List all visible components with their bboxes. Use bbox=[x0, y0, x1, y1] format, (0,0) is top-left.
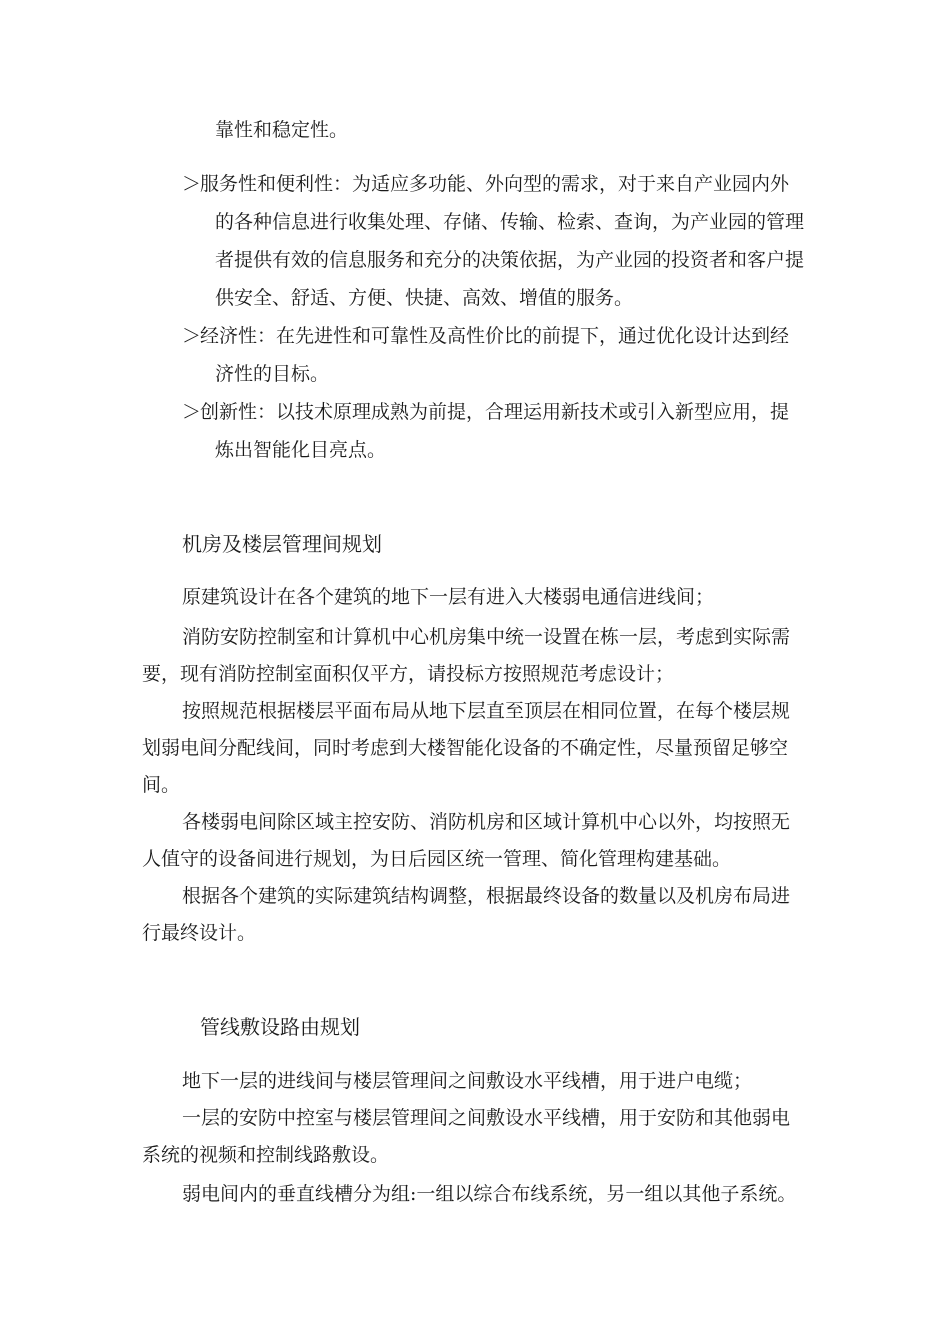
paragraph-line: 人值守的设备间进行规划，为日后园区统一管理、简化管理构建基础。 bbox=[142, 848, 732, 870]
bullet-marker: ＞ bbox=[182, 325, 202, 347]
section-heading: 管线敷设路由规划 bbox=[200, 1015, 360, 1039]
bullet-text-line: 服务性和便利性：为适应多功能、外向型的需求，对于来自产业园内外 bbox=[200, 173, 790, 195]
paragraph-line: 划弱电间分配线间，同时考虑到大楼智能化设备的不确定性，尽量预留足够空 bbox=[142, 737, 789, 759]
continuation-line: 靠性和稳定性。 bbox=[215, 119, 349, 141]
paragraph-line: 要，现有消防控制室面积仅平方，请投标方按照规范考虑设计； bbox=[142, 663, 675, 685]
bullet-text-line: 炼出智能化目亮点。 bbox=[215, 439, 387, 461]
paragraph-line: 系统的视频和控制线路敷设。 bbox=[142, 1144, 390, 1166]
bullet-text-line: 经济性：在先进性和可靠性及高性价比的前提下，通过优化设计达到经 bbox=[200, 325, 790, 347]
section-heading: 机房及楼层管理间规划 bbox=[182, 532, 382, 556]
bullet-text-line: 济性的目标。 bbox=[215, 363, 330, 385]
bullet-text-line: 的各种信息进行收集处理、存储、传输、检索、查询，为产业园的管理 bbox=[215, 211, 805, 233]
bullet-text-line: 者提供有效的信息服务和充分的决策依据，为产业园的投资者和客户提 bbox=[215, 249, 805, 271]
paragraph-line: 按照规范根据楼层平面布局从地下层直至顶层在相同位置，在每个楼层规 bbox=[182, 700, 791, 722]
bullet-text-line: 创新性：以技术原理成熟为前提，合理运用新技术或引入新型应用，提 bbox=[200, 401, 790, 423]
paragraph-line: 弱电间内的垂直线槽分为组:一组以综合布线系统，另一组以其他子系统。 bbox=[182, 1183, 797, 1205]
paragraph-line: 地下一层的进线间与楼层管理间之间敷设水平线槽，用于进户电缆； bbox=[182, 1070, 753, 1092]
paragraph-line: 行最终设计。 bbox=[142, 922, 257, 944]
bullet-marker: ＞ bbox=[182, 401, 202, 423]
paragraph-line: 各楼弱电间除区域主控安防、消防机房和区域计算机中心以外，均按照无 bbox=[182, 811, 791, 833]
paragraph-line: 根据各个建筑的实际建筑结构调整，根据最终设备的数量以及机房布局进 bbox=[182, 885, 791, 907]
bullet-text-line: 供安全、舒适、方便、快捷、高效、增值的服务。 bbox=[215, 287, 634, 309]
paragraph-line: 消防安防控制室和计算机中心机房集中统一设置在栋一层，考虑到实际需 bbox=[182, 626, 791, 648]
bullet-marker: ＞ bbox=[182, 173, 202, 195]
paragraph-line: 间。 bbox=[142, 774, 181, 796]
paragraph-line: 原建筑设计在各个建筑的地下一层有进入大楼弱电通信进线间； bbox=[182, 586, 715, 608]
paragraph-line: 一层的安防中控室与楼层管理间之间敷设水平线槽，用于安防和其他弱电 bbox=[182, 1107, 791, 1129]
